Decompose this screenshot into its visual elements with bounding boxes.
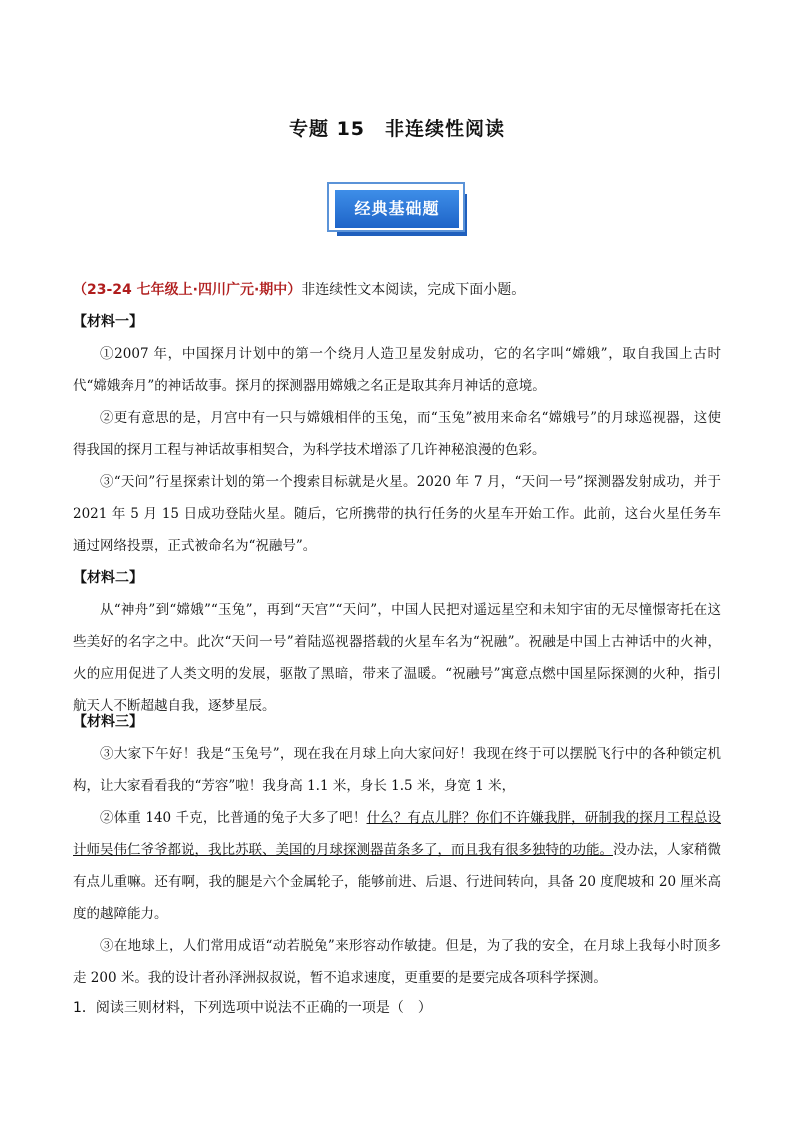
material3-heading: 【材料三】: [73, 714, 143, 730]
material1-paragraph-1: ①2007 年，中国探月计划中的第一个绕月人造卫星发射成功，它的名字叫“嫦娥”，取自我国上古时代“嫦娥奔月”的神话故事。探月的探测器用嫦娥之名正是取其奔月神话的意境。: [73, 346, 721, 394]
question-1: 1．阅读三则材料，下列选项中说法不正确的一项是（ ）: [73, 1000, 432, 1016]
source-text: 非连续性文本阅读，完成下面小题。: [301, 282, 526, 298]
source-tag: （23-24 七年级上·四川广元·期中）: [73, 282, 302, 298]
banner-label: 经典基础题: [335, 190, 459, 228]
banner-frame: [327, 182, 465, 232]
material1-paragraph-2: ②更有意思的是，月宫中有一只与嫦娥相伴的玉兔，而“玉兔”被用来命名“嫦娥号”的月球巡视器，这使得我国的探月工程与神话故事相契合，为科学技术增添了几许神秘浪漫的色彩。: [73, 410, 721, 458]
material2-paragraph-1: 从“神舟”到“嫦娥”“玉兔”，再到“天宫”“天问”，中国人民把对遥远星空和未知宇宙的无尽憧憬寄托在这些美好的名字之中。此次“天问一号”着陆巡视器搭载的火星车名为“祝融”。祝融是中国上古神话中的火神，火的应用促进了人类文明的发展，驱散了黑暗，带来了温暖。“祝融号”寓意点燃中国星际探测的火种，指引航天人不断超越自我，逐梦星辰。: [73, 602, 721, 714]
section-banner: [327, 182, 467, 236]
underlined-sentence: 什么？有点儿胖？你们不许嫌我胖，研制我的探月工程总设计师吴伟仁爷爷都说，我比苏联、美国的月球探测器苗条多了，而且我有很多独特的功能。: [73, 810, 722, 858]
material3-p2-start: ②体重 140 千克，比普通的兔子大多了吧！: [100, 810, 367, 826]
page-title: 专题 15 非连续性阅读: [288, 118, 506, 140]
material1-paragraph-3: ③“天问”行星探索计划的第一个搜索目标就是火星。2020 年 7 月，“天问一号”探测器发射成功，并于 2021 年 5 月 15 日成功登陆火星。随后，它所携带的执行任务的火星车开始工作。此前，这台火星任务车通过网络投票，正式被命名为“祝融号”。: [73, 474, 721, 554]
material3-paragraph-1: ③大家下午好！我是“玉兔号”，现在我在月球上向大家问好！我现在终于可以摆脱飞行中的各种锁定机构，让大家看看我的“芳容”啦！我身高 1.1 米，身长 1.5 米，身宽 1 米，: [73, 746, 721, 794]
material2-heading: 【材料二】: [73, 570, 143, 586]
material3-p2-end: 没办法，人家稍微有点儿重嘛。还有啊，我的腿是六个金属轮子，能够前进、后退、行进间转向，具备 20 度爬坡和 20 厘米高度的越障能力。: [73, 842, 721, 922]
material3-paragraph-3: ③在地球上，人们常用成语“动若脱兔”来形容动作敏捷。但是，为了我的安全，在月球上我每小时顶多走 200 米。我的设计者孙泽洲叔叔说，暂不追求速度，更重要的是要完成各项科学探测。: [73, 938, 721, 986]
material3-paragraph-2: [73, 802, 721, 930]
material1-heading: 【材料一】: [73, 314, 143, 330]
source-line: [73, 274, 721, 306]
